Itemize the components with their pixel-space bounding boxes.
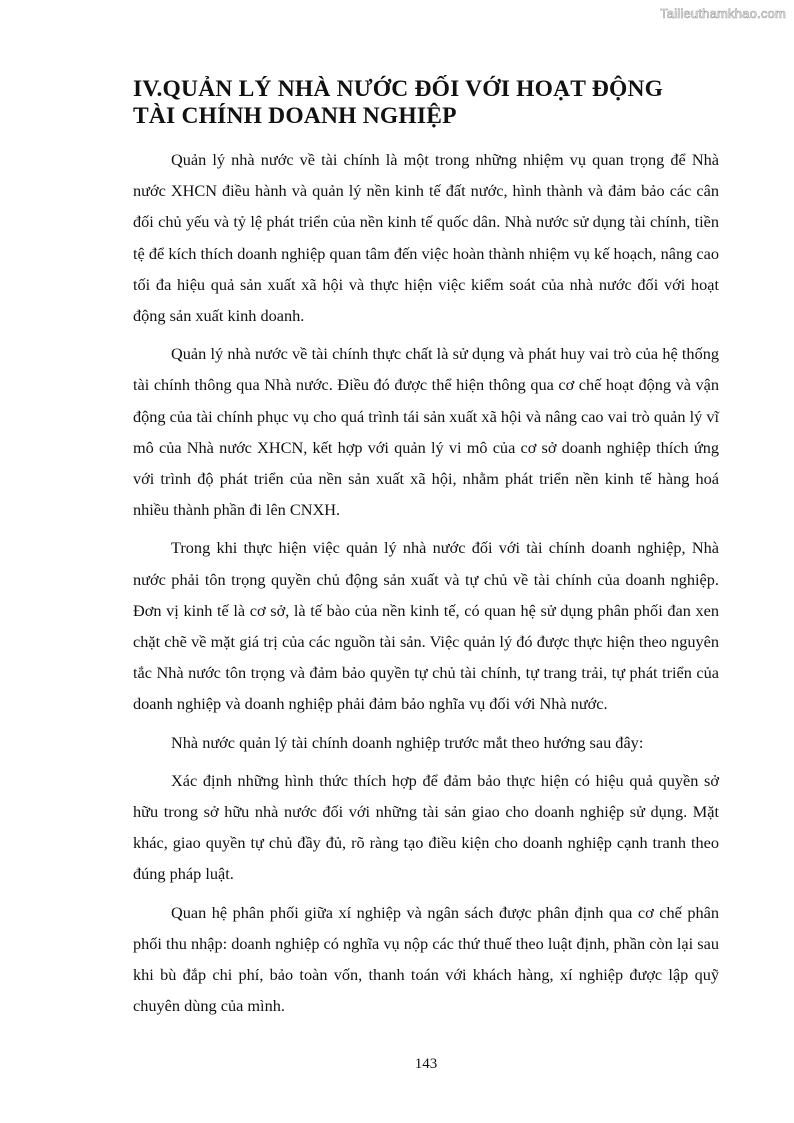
heading-line-1: IV.QUẢN LÝ NHÀ NƯỚC ĐỐI VỚI HOẠT ĐỘNG [133, 76, 664, 102]
paragraph-3: Trong khi thực hiện việc quản lý nhà nước đối với tài chính doanh nghiệp, Nhà nước phải tôn trọng quyền chủ động sản xuất và tự chủ về tài chính của doanh nghiệp. Đơn vị kinh tế là cơ sở, là tế bào của nền kinh tế, có quan hệ sử dụng phân phối đan xen chặt chẽ về mặt giá trị của các nguồn tài sản. Việc quản lý đó được thực hiện theo nguyên tắc Nhà nước tôn trọng và đảm bảo quyền tự chủ tài chính, tự trang trải, tự phát triển của doanh nghiệp và doanh nghiệp phải đảm bảo nghĩa vụ đối với Nhà nước. [133, 538, 719, 714]
paragraph-6: Quan hệ phân phối giữa xí nghiệp và ngân sách được phân định qua cơ chế phân phối thu nhập: doanh nghiệp có nghĩa vụ nộp các thứ thuế theo luật định, phần còn lại sau khi bù đắp chi phí, bảo toàn vốn, thanh toán với khách hàng, xí nghiệp được lập quỹ chuyên dùng của mình. [133, 902, 719, 1016]
section-heading [133, 76, 719, 130]
heading-line-2: TÀI CHÍNH DOANH NGHIỆP [133, 103, 457, 129]
paragraph-4: Nhà nước quản lý tài chính doanh nghiệp trước mắt theo hướng sau đây: [171, 732, 644, 752]
document-body [133, 76, 719, 1028]
page-number: 143 [414, 1056, 438, 1072]
paragraph-2: Quản lý nhà nước về tài chính thực chất là sử dụng và phát huy vai trò của hệ thống tài chính thông qua Nhà nước. Điều đó được thể hiện thông qua cơ chế hoạt động và vận động của tài chính phục vụ cho quá trình tái sản xuất xã hội và nâng cao vai trò quản lý vĩ mô của Nhà nước XHCN, kết hợp với quản lý vi mô của cơ sở doanh nghiệp thích ứng với trình độ phát triển của nền sản xuất xã hội, nhằm phát triển nền kinh tế hàng hoá nhiều thành phần đi lên CNXH. [133, 344, 719, 520]
paragraph-5: Xác định những hình thức thích hợp để đảm bảo thực hiện có hiệu quả quyền sở hữu trong sở hữu nhà nước đối với những tài sản giao cho doanh nghiệp sử dụng. Mặt khác, giao quyền tự chủ đầy đủ, rõ ràng tạo điều kiện cho doanh nghiệp cạnh tranh theo đúng pháp luật. [133, 770, 719, 884]
paragraph-1: Quản lý nhà nước về tài chính là một trong những nhiệm vụ quan trọng để Nhà nước XHCN điều hành và quản lý nền kinh tế đất nước, hình thành và đảm bảo các cân đối chủ yếu và tỷ lệ phát triển của nền kinh tế quốc dân. Nhà nước sử dụng tài chính, tiền tệ để kích thích doanh nghiệp quan tâm đến việc hoàn thành nhiệm vụ kế hoạch, nâng cao tối đa hiệu quả sản xuất xã hội và thực hiện việc kiểm soát của nhà nước đối với hoạt động sản xuất kinh doanh. [133, 150, 719, 326]
watermark-text: Tailieuthamkhao.com [660, 6, 786, 21]
